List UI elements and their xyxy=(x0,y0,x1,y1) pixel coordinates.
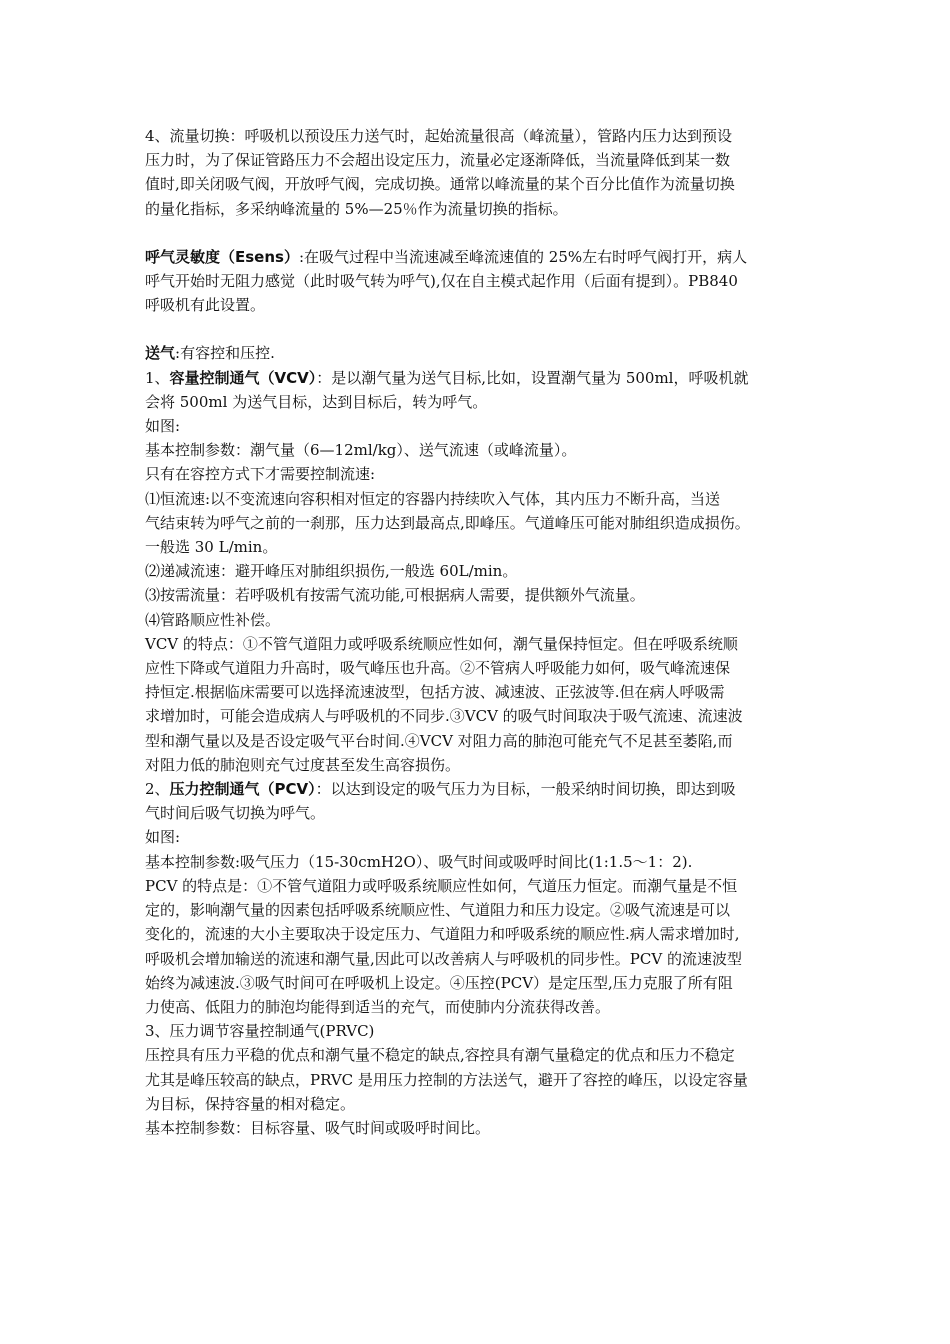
text-line: 基本控制参数：潮气量（6—12ml/kg）、送气流速（或峰流量）。 xyxy=(145,441,577,460)
text-line: ⑵递减流速：避开峰压对肺组织损伤,一般选 60L/min。 xyxy=(145,562,518,581)
text-line: 呼气开始时无阻力感觉（此时吸气转为呼气),仅在自主模式起作用（后面有提到）。PB840 xyxy=(145,272,738,291)
text-line: ⑶按需流量：若呼吸机有按需气流功能,可根据病人需要，提供额外气流量。 xyxy=(145,586,645,605)
text-line: 如图: xyxy=(145,417,181,436)
text-line xyxy=(145,245,817,269)
document-page xyxy=(145,124,817,1140)
text-run: 1、 xyxy=(145,368,170,387)
text-line: 会将 500ml 为送气目标，达到目标后，转为呼气。 xyxy=(145,392,488,411)
text-line: 气结束转为呼气之前的一刹那，压力达到最高点,即峰压。气道峰压可能对肺组织造成损伤。 xyxy=(145,513,750,532)
text-run: 2、 xyxy=(145,780,170,799)
text-line: 值时,即关闭吸气阀，开放呼气阀，完成切换。通常以峰流量的某个百分比值作为流量切换 xyxy=(145,175,735,194)
text-line: 压控具有压力平稳的优点和潮气量不稳定的缺点,容控具有潮气量稳定的优点和压力不稳定 xyxy=(145,1046,735,1065)
text-line: ⑴恒流速:以不变流速向容积相对恒定的容器内持续吹入气体，其内压力不断升高，当送 xyxy=(145,489,721,508)
text-run: ：以达到设定的吸气压力为目标，一般采纳时间切换，即达到吸 xyxy=(315,780,736,799)
text-line xyxy=(145,777,817,801)
text-run: ：是以潮气量为送气目标,比如，设置潮气量为 500ml，呼吸机就 xyxy=(316,368,749,387)
text-run: :在吸气过程中当流速减至峰流速值的 25%左右时呼气阀打开，病人 xyxy=(298,247,748,266)
text-line: 应性下降或气道阻力升高时，吸气峰压也升高。②不管病人呼吸能力如何，吸气峰流速保 xyxy=(145,659,731,678)
text-line: VCV 的特点：①不管气道阻力或呼吸系统顺应性如何，潮气量保持恒定。但在呼吸系统顺 xyxy=(145,634,738,653)
text-line: 气时间后吸气切换为呼气。 xyxy=(145,804,326,823)
paragraph-gap xyxy=(145,317,817,341)
text-line xyxy=(145,341,817,365)
paragraph-gap xyxy=(145,221,817,245)
text-line: 一般选 30 L/min。 xyxy=(145,538,278,557)
text-line: 4、流量切换：呼吸机以预设压力送气时，起始流量很高（峰流量），管路内压力达到预设 xyxy=(145,127,733,145)
paragraph-esens xyxy=(145,245,817,318)
text-line: 呼吸机有此设置。 xyxy=(145,296,266,315)
text-line: 如图: xyxy=(145,828,181,847)
term-vcv: 容量控制通气（VCV） xyxy=(169,368,317,387)
text-line: 型和潮气量以及是否设定吸气平台时间.④VCV 对阻力高的肺泡可能充气不足甚至萎陷,而 xyxy=(145,731,733,750)
text-line: 始终为减速波.③吸气时间可在呼吸机上设定。④压控(PCV）是定压型,压力克服了所有阻 xyxy=(145,973,733,992)
text-line: 呼吸机会增加输送的流速和潮气量,因此可以改善病人与呼吸机的同步性。PCV 的流速波型 xyxy=(145,949,742,968)
text-run: :有容控和压控. xyxy=(175,344,275,363)
text-line: PCV 的特点是：①不管气道阻力或呼吸系统顺应性如何，气道压力恒定。而潮气量是不恒 xyxy=(145,876,738,895)
text-line: 3、压力调节容量控制通气(PRVC) xyxy=(145,1022,375,1041)
text-line: 压力时，为了保证管路压力不会超出设定压力，流量必定逐渐降低，当流量降低到某一数 xyxy=(145,151,731,170)
text-line xyxy=(145,366,817,390)
paragraph-delivery xyxy=(145,341,817,1140)
text-line: 变化的，流速的大小主要取决于设定压力、气道阻力和呼吸系统的顺应性.病人需求增加时, xyxy=(145,925,740,944)
term-delivery: 送气 xyxy=(145,344,176,363)
text-line: 只有在容控方式下才需要控制流速: xyxy=(145,465,376,484)
text-line: ⑷管路顺应性补偿。 xyxy=(145,610,281,629)
text-line: 持恒定.根据临床需要可以选择流速波型，包括方波、减速波、正弦波等.但在病人呼吸需 xyxy=(145,683,725,702)
text-line: 求增加时，可能会造成病人与呼吸机的不同步.③VCV 的吸气时间取决于吸气流速、流速波 xyxy=(145,707,743,726)
text-line: 基本控制参数：目标容量、吸气时间或吸呼时间比。 xyxy=(145,1118,491,1137)
text-line: 的量化指标，多采纳峰流量的 5%—25％作为流量切换的指标。 xyxy=(145,199,568,218)
paragraph-flow-switching xyxy=(145,124,817,221)
text-line: 基本控制参数:吸气压力（15-30cmH2O）、吸气时间或吸呼时间比(1:1.5～1：2). xyxy=(145,852,693,871)
text-line: 为目标，保持容量的相对稳定。 xyxy=(145,1094,356,1113)
term-esens: 呼气灵敏度（Esens） xyxy=(145,247,299,266)
term-pcv: 压力控制通气（PCV） xyxy=(169,780,316,799)
text-line: 对阻力低的肺泡则充气过度甚至发生高容损伤。 xyxy=(145,755,461,774)
text-line: 力使高、低阻力的肺泡均能得到适当的充气，而使肺内分流获得改善。 xyxy=(145,997,611,1016)
text-line: 定的，影响潮气量的因素包括呼吸系统顺应性、气道阻力和压力设定。②吸气流速是可以 xyxy=(145,901,731,920)
text-line: 尤其是峰压较高的缺点，PRVC 是用压力控制的方法送气，避开了容控的峰压，以设定容量 xyxy=(145,1070,748,1089)
